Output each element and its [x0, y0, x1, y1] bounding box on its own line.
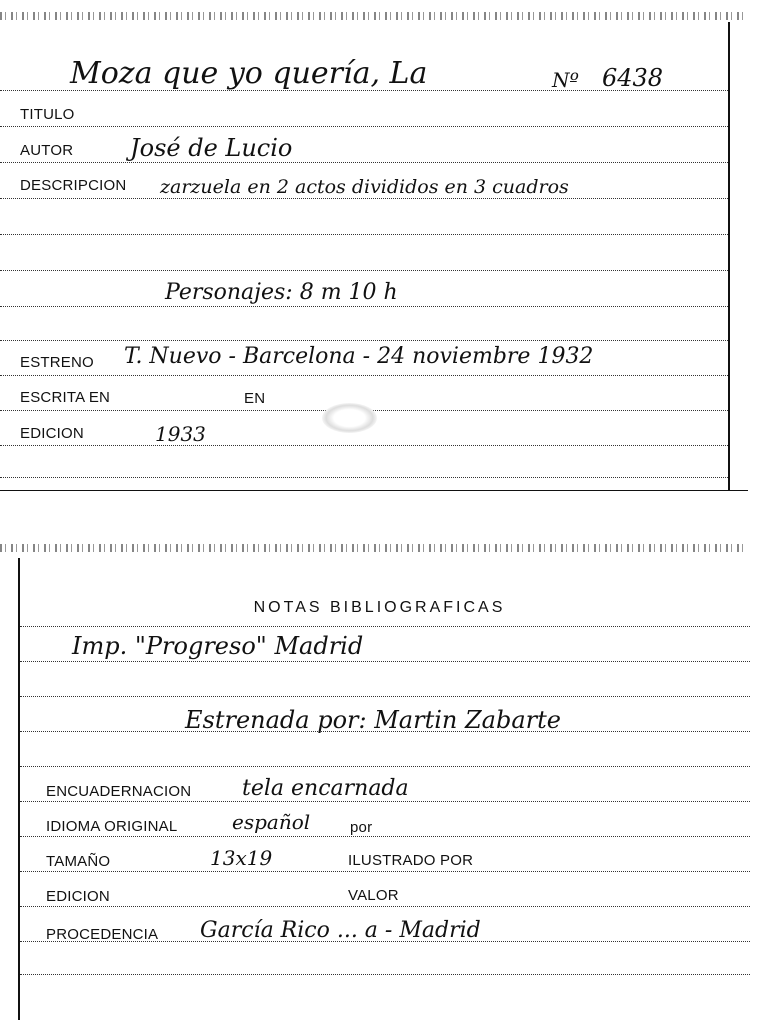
autor-value: José de Lucio [130, 134, 293, 162]
escrita-en-label: ESCRITA EN [20, 389, 111, 406]
edicion-top-label: EDICION [20, 425, 84, 442]
card-bottom-left-border [18, 558, 20, 1020]
ilustrado-label: ILUSTRADO POR [348, 852, 474, 869]
edicion-top-value: 1933 [155, 422, 206, 446]
descripcion-label: DESCRIPCION [20, 177, 127, 194]
tamano-label: TAMAÑO [46, 853, 111, 870]
card-top-right-border [728, 22, 730, 490]
card-bottom-edge [0, 544, 748, 552]
descripcion-extra: Personajes: 8 m 10 h [165, 280, 398, 305]
titulo-number: 6438 [602, 64, 664, 92]
faded-stamp [322, 403, 377, 433]
valor-label: VALOR [348, 887, 399, 904]
encuadernacion-label: ENCUADERNACION [46, 783, 192, 800]
descripcion-value: zarzuela en 2 actos divididos en 3 cuadros [160, 176, 569, 198]
card-top-bottom-border [0, 490, 748, 491]
idioma-label: IDIOMA ORIGINAL [46, 818, 178, 835]
catalog-card-bottom [0, 530, 759, 1028]
encuadernacion-value: tela encarnada [242, 776, 409, 801]
idioma-por-label: por [350, 819, 373, 836]
note-imprenta: Imp. "Progreso" Madrid [72, 632, 364, 660]
titulo-number-prefix: Nº [552, 68, 579, 92]
edicion-bottom-label: EDICION [46, 888, 110, 905]
tamano-value: 13x19 [210, 846, 273, 870]
catalog-card-top [0, 0, 759, 495]
procedencia-label: PROCEDENCIA [46, 926, 159, 943]
notas-heading: NOTAS BIBLIOGRAFICAS [253, 599, 506, 616]
procedencia-value: García Rico ... a - Madrid [200, 918, 481, 943]
titulo-label: TITULO [20, 106, 75, 123]
titulo-value: Moza que yo quería, La [70, 56, 428, 91]
idioma-value: español [232, 810, 311, 834]
note-estrenada: Estrenada por: Martin Zabarte [185, 706, 561, 734]
escrita-en-en-label: EN [244, 390, 266, 407]
estreno-value: T. Nuevo - Barcelona - 24 noviembre 1932 [124, 344, 594, 369]
estreno-label: ESTRENO [20, 354, 94, 371]
card-top-edge [0, 12, 748, 20]
autor-label: AUTOR [20, 142, 74, 159]
